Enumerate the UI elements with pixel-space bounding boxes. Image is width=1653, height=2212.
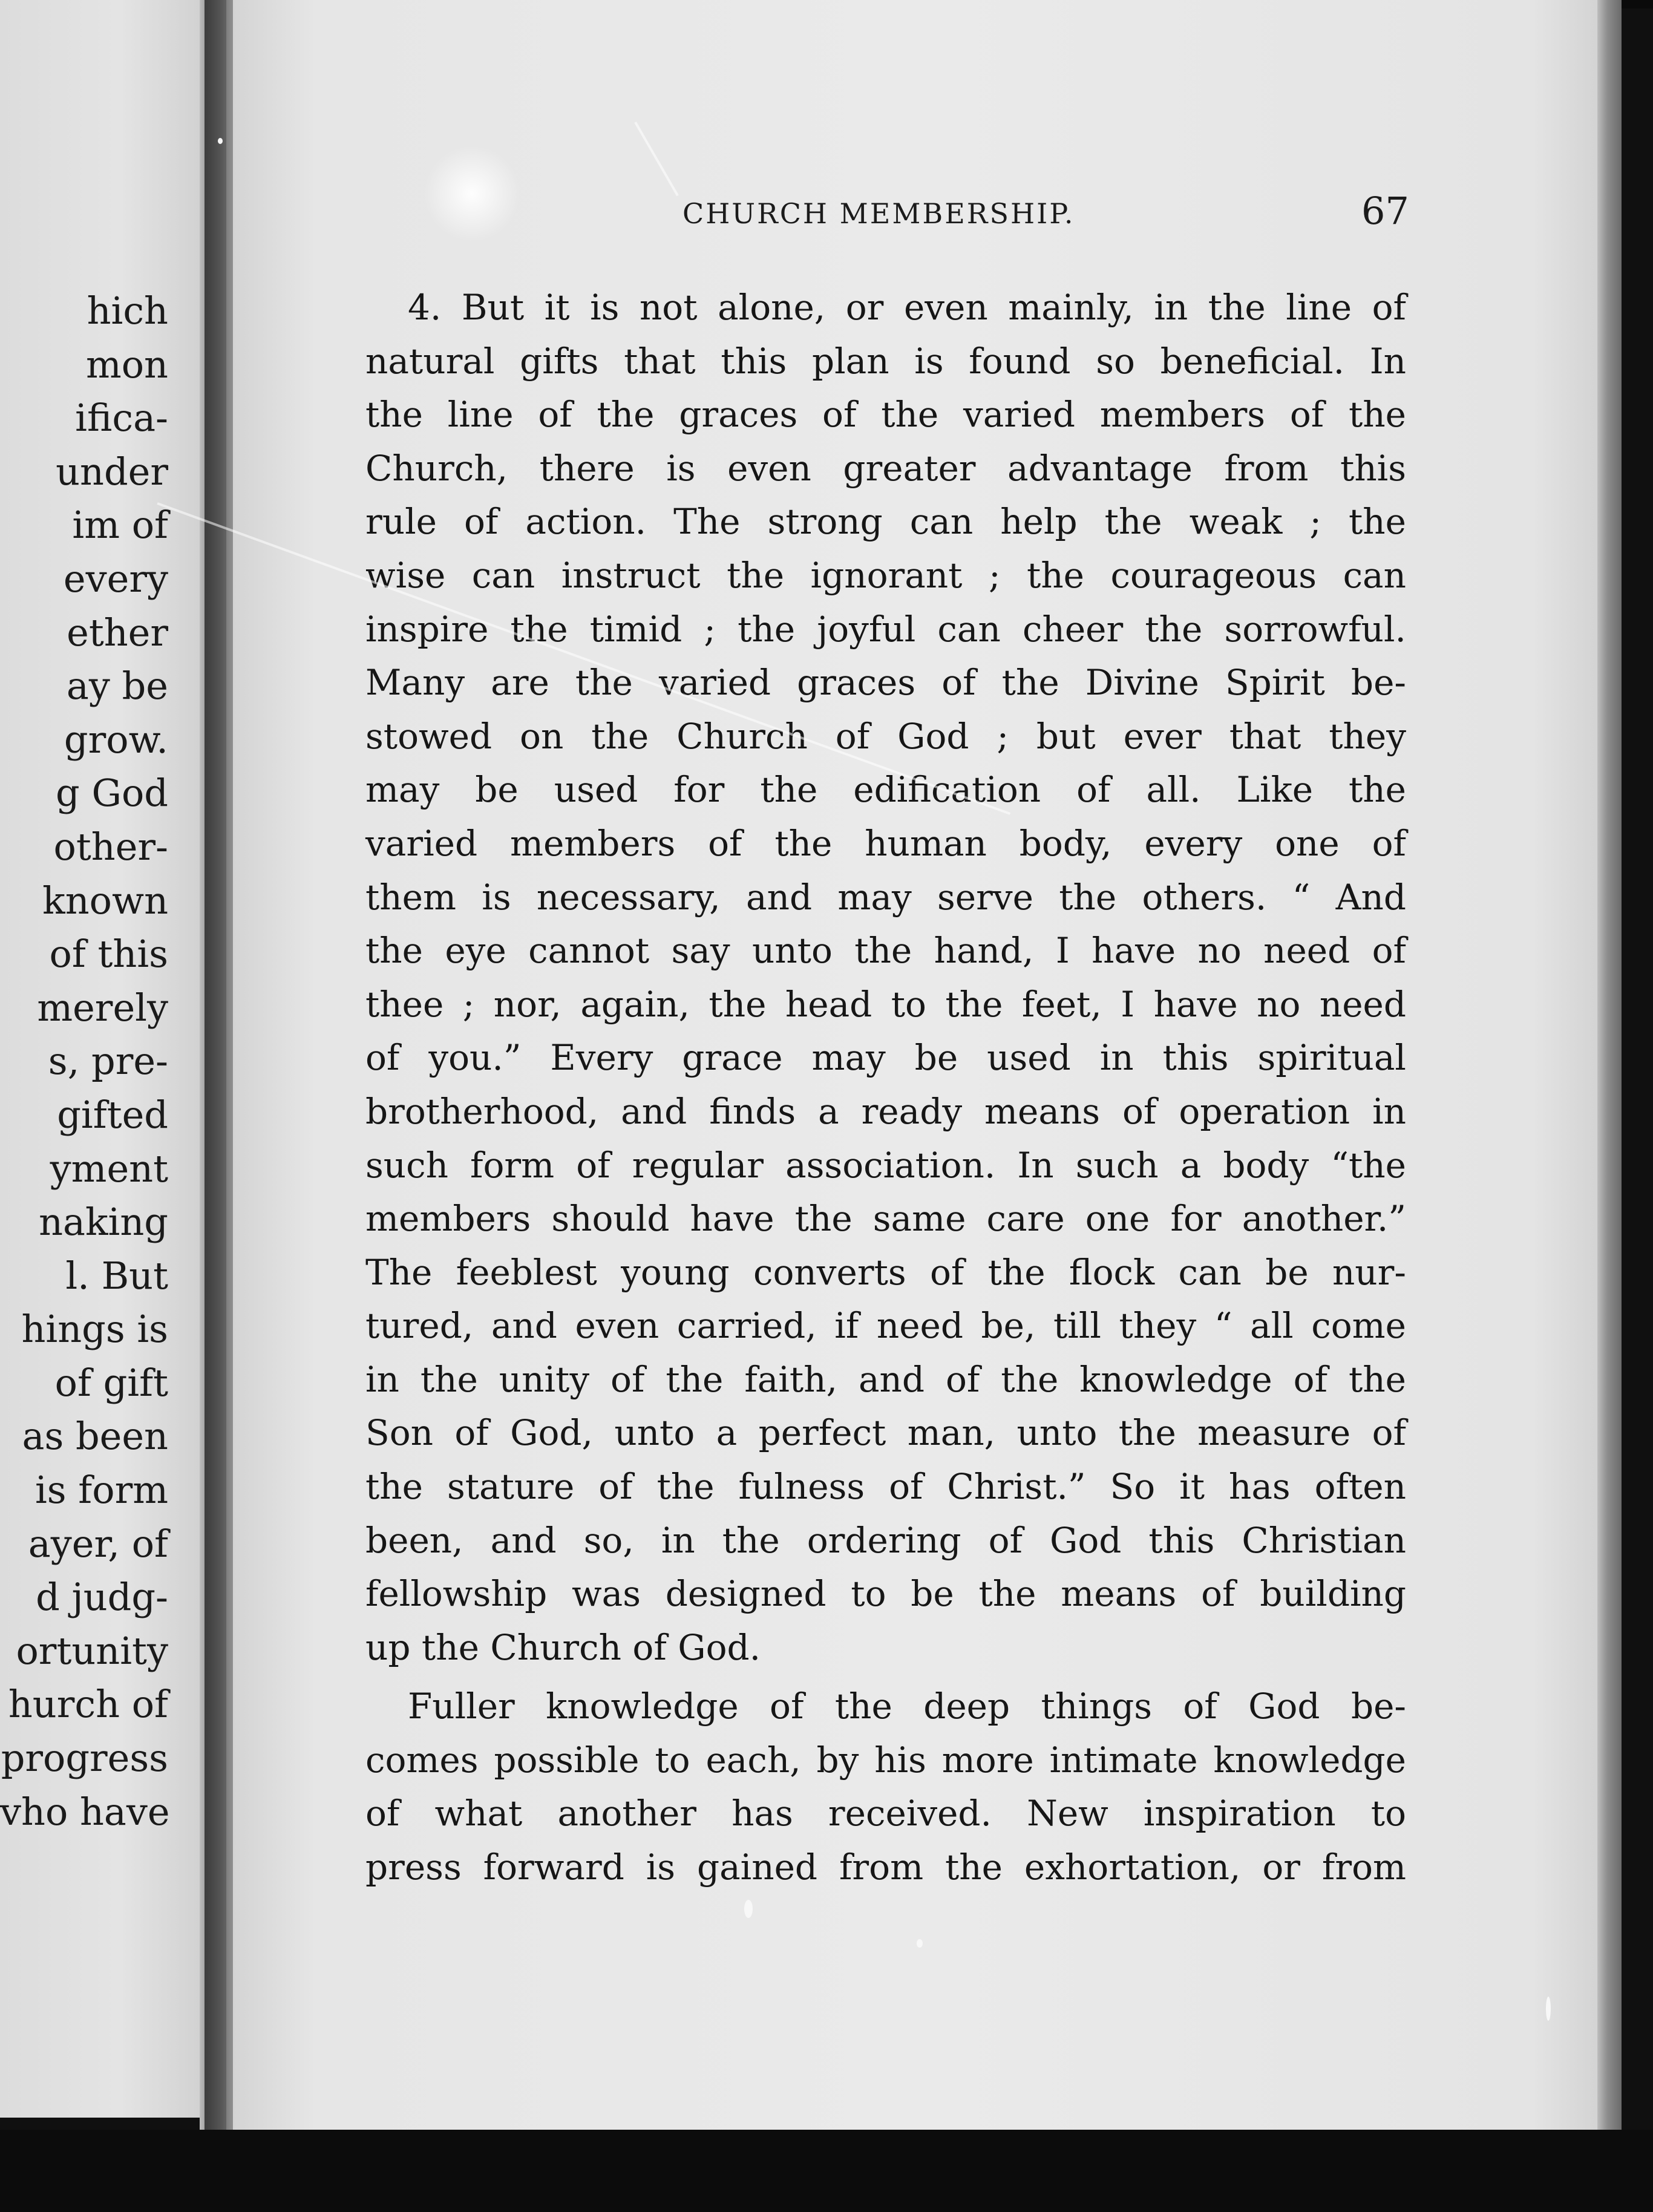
left-text-line: every	[63, 556, 168, 601]
body-text-line: natural gifts that this plan is found so beneficial. In	[365, 340, 1406, 382]
left-text-line: ether	[67, 610, 168, 655]
dust-speck	[744, 1900, 753, 1918]
left-text-line: g God	[56, 771, 168, 816]
body-text-line: the eye cannot say unto the hand, I have no need of	[365, 930, 1406, 972]
left-text-line: im of	[72, 503, 168, 548]
left-text-line: ay be	[66, 664, 168, 708]
left-text-line: ayer, of	[28, 1521, 168, 1566]
body-text-line: press forward is gained from the exhortation, or from	[365, 1846, 1406, 1888]
body-text-line: of you.” Every grace may be used in this spiritual	[365, 1037, 1406, 1079]
left-text-line: grow.	[64, 717, 168, 762]
left-text-line: hich	[87, 289, 168, 333]
left-text-line: mon	[85, 342, 168, 387]
right-page-edge	[1597, 0, 1622, 2154]
body-text-line: varied members of the human body, every one of	[365, 822, 1406, 864]
left-text-line: of gift	[54, 1360, 168, 1405]
body-text-line: wise can instruct the ignorant ; the courageous can	[365, 554, 1406, 596]
body-text-line: them is necessary, and may serve the others. “ And	[365, 876, 1406, 918]
left-text-line: merely	[37, 985, 168, 1030]
paragraph-1	[365, 281, 1406, 1674]
body-text-line: of what another has received. New inspiration to	[365, 1793, 1406, 1834]
dust-speck	[1546, 1997, 1551, 2021]
left-text-line: naking	[39, 1200, 168, 1245]
left-text-line: yment	[50, 1146, 168, 1191]
left-text-line: known	[42, 878, 168, 923]
body-text-line: the line of the graces of the varied members of the	[365, 394, 1406, 436]
left-text-line: under	[56, 449, 168, 494]
left-text-line: vho have	[0, 1789, 170, 1834]
left-page	[0, 0, 200, 2118]
body-text-line: the stature of the fulness of Christ.” So it has often	[365, 1466, 1406, 1508]
body-text-line: in the unity of the faith, and of the knowledge of the	[365, 1358, 1406, 1400]
body-text-line: comes possible to each, by his more intimate knowledge	[365, 1739, 1406, 1781]
body-text-line: Many are the varied graces of the Divine Spirit be-	[365, 662, 1406, 704]
page-number: 67	[1361, 189, 1409, 233]
left-text-line: hurch of	[8, 1682, 168, 1727]
left-text-line: other-	[53, 824, 168, 869]
body-text-line: Fuller knowledge of the deep things of God be-	[408, 1686, 1406, 1727]
body-text-line: Son of God, unto a perfect man, unto the measure of	[365, 1412, 1406, 1454]
left-text-line: l. But	[65, 1253, 168, 1298]
paragraph-2	[365, 1680, 1406, 1894]
body-text-line: may be used for the edification of all. Like the	[365, 769, 1406, 811]
body-text-line: inspire the timid ; the joyful can cheer the sorrowful.	[365, 608, 1406, 650]
left-text-line: hings is	[21, 1307, 168, 1352]
left-page-text-fragment	[0, 284, 200, 1839]
body-text-line: such form of regular association. In such a body “the	[365, 1144, 1406, 1186]
body-text-line: 4. But it is not alone, or even mainly, in the line of	[408, 287, 1406, 328]
light-glare	[424, 145, 520, 242]
running-head: CHURCH MEMBERSHIP.	[682, 197, 1075, 230]
body-text-line: stowed on the Church of God ; but ever that they	[365, 715, 1406, 757]
body-text-line: brotherhood, and finds a ready means of operation in	[365, 1090, 1406, 1132]
left-text-line: gifted	[57, 1092, 168, 1137]
body-text-line: rule of action. The strong can help the weak ; the	[365, 501, 1406, 543]
body-text-line: The feeblest young converts of the flock can be nur-	[365, 1251, 1406, 1293]
left-text-line: is form	[34, 1468, 168, 1513]
body-text-line: been, and so, in the ordering of God this Christian	[365, 1519, 1406, 1561]
left-text-line: ifica-	[75, 396, 168, 440]
left-text-line: d judg-	[36, 1575, 168, 1620]
book-gutter-shadow	[205, 0, 226, 2136]
left-text-line: as been	[22, 1414, 168, 1459]
body-text-line: tured, and even carried, if need be, till they “ all come	[365, 1305, 1406, 1347]
left-text-line: progress	[1, 1736, 168, 1781]
bottom-scan-border	[0, 2130, 1653, 2212]
left-text-line: of this	[49, 932, 168, 977]
dust-speck	[218, 138, 223, 144]
left-text-line: s, pre-	[48, 1039, 168, 1084]
body-text-line: Church, there is even greater advantage from this	[365, 447, 1406, 489]
dust-speck	[917, 1939, 923, 1948]
body-text-line: thee ; nor, again, the head to the feet, I have no need	[365, 983, 1406, 1025]
left-text-line: ortunity	[16, 1628, 168, 1673]
body-text-line: members should have the same care one for another.”	[365, 1198, 1406, 1240]
body-text-line: fellowship was designed to be the means of building	[365, 1573, 1406, 1615]
body-text-line: up the Church of God.	[365, 1626, 761, 1668]
